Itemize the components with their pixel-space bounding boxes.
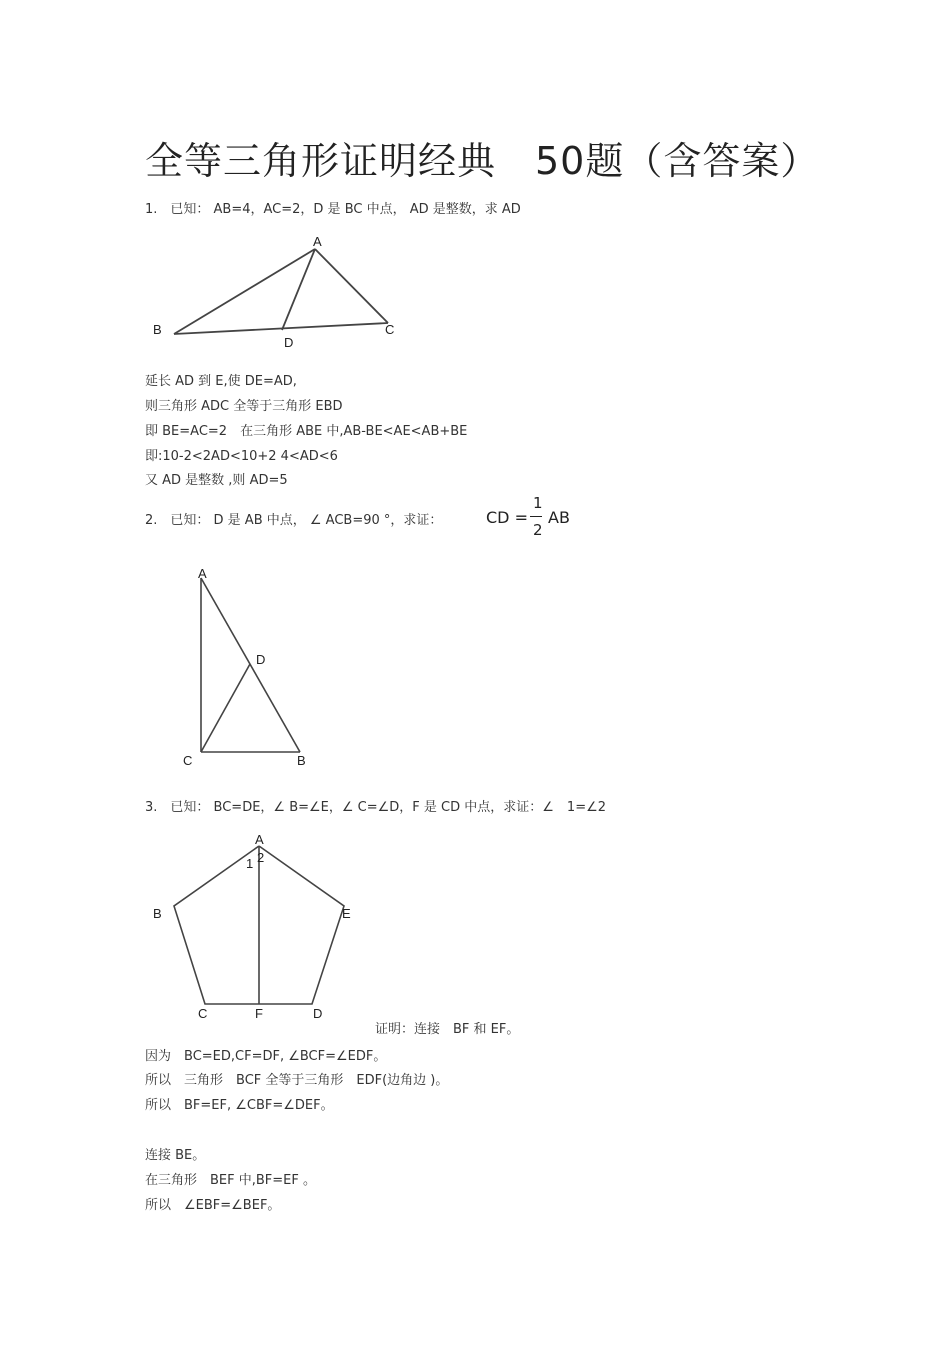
label-d: D (284, 335, 294, 350)
p3-solution-line-5: 连接 BE。 (145, 1148, 206, 1163)
problem-2-question: 2. 已知： D 是 AB 中点， ∠ ACB=90 °，求证： (145, 513, 443, 528)
p1-solution-line-2: 则三角形 ADC 全等于三角形 EBD (145, 399, 343, 414)
label-a: A (313, 234, 322, 249)
segment-cd-2 (201, 664, 250, 752)
formula-lhs: CD = (486, 508, 528, 527)
p3-solution-line-6: 在三角形 BEF 中,BF=EF 。 (145, 1173, 316, 1188)
label-c-3: C (198, 1006, 208, 1021)
p1-solution-line-3: 即 BE=AC=2 在三角形 ABE 中,AB-BE<AE<AB+BE (145, 424, 468, 439)
label-b-2: B (297, 753, 306, 768)
label-b: B (153, 322, 162, 337)
label-d-3: D (313, 1006, 323, 1021)
p1-solution-line-5: 又 AD 是整数 ,则 AD=5 (145, 473, 288, 488)
p1-solution-line-1: 延长 AD 到 E,使 DE=AD, (145, 374, 297, 389)
p3-solution-line-3: 所以 BF=EF, ∠CBF=∠DEF。 (145, 1098, 334, 1113)
label-f-3: F (255, 1006, 263, 1021)
segment-ab (174, 249, 315, 334)
p3-solution-line-7: 所以 ∠EBF=∠BEF。 (145, 1198, 281, 1213)
p1-solution-line-4: 即:10-2<2AD<10+2 4<AD<6 (145, 449, 338, 464)
problem-1-question: 1. 已知： AB=4，AC=2，D 是 BC 中点， AD 是整数，求 AD (145, 202, 521, 217)
segment-bc (174, 323, 388, 334)
label-d-2: D (256, 652, 266, 667)
p3-solution-line-1: 因为 BC=ED,CF=DF, ∠BCF=∠EDF。 (145, 1049, 387, 1064)
segment-ad (282, 249, 315, 330)
label-c: C (385, 322, 395, 337)
label-angle-2: 2 (257, 850, 265, 865)
label-c-2: C (183, 753, 193, 768)
p3-solution-line-2: 所以 三角形 BCF 全等于三角形 EDF(边角边 )。 (145, 1073, 449, 1088)
p3-proof-intro: 证明：连接 BF 和 EF。 (375, 1022, 520, 1037)
problem-3-question: 3. 已知： BC=DE，∠ B=∠E，∠ C=∠D，F 是 CD 中点，求证：∠ 1=∠2 (145, 800, 607, 815)
segment-ac (315, 249, 388, 323)
figure-3-pentagon (174, 846, 344, 1004)
label-angle-1: 1 (246, 856, 254, 871)
label-a-3: A (255, 832, 264, 847)
label-a-2: A (198, 566, 207, 581)
fraction-bar (530, 516, 542, 517)
formula-rhs: AB (548, 508, 570, 527)
label-e-3: E (342, 906, 351, 921)
label-b-3: B (153, 906, 162, 921)
formula-denominator: 2 (533, 521, 543, 539)
figure-2-right-triangle (201, 578, 300, 752)
formula-numerator: 1 (533, 494, 543, 512)
page-title: 全等三角形证明经典 50题（含答案） (145, 139, 820, 183)
